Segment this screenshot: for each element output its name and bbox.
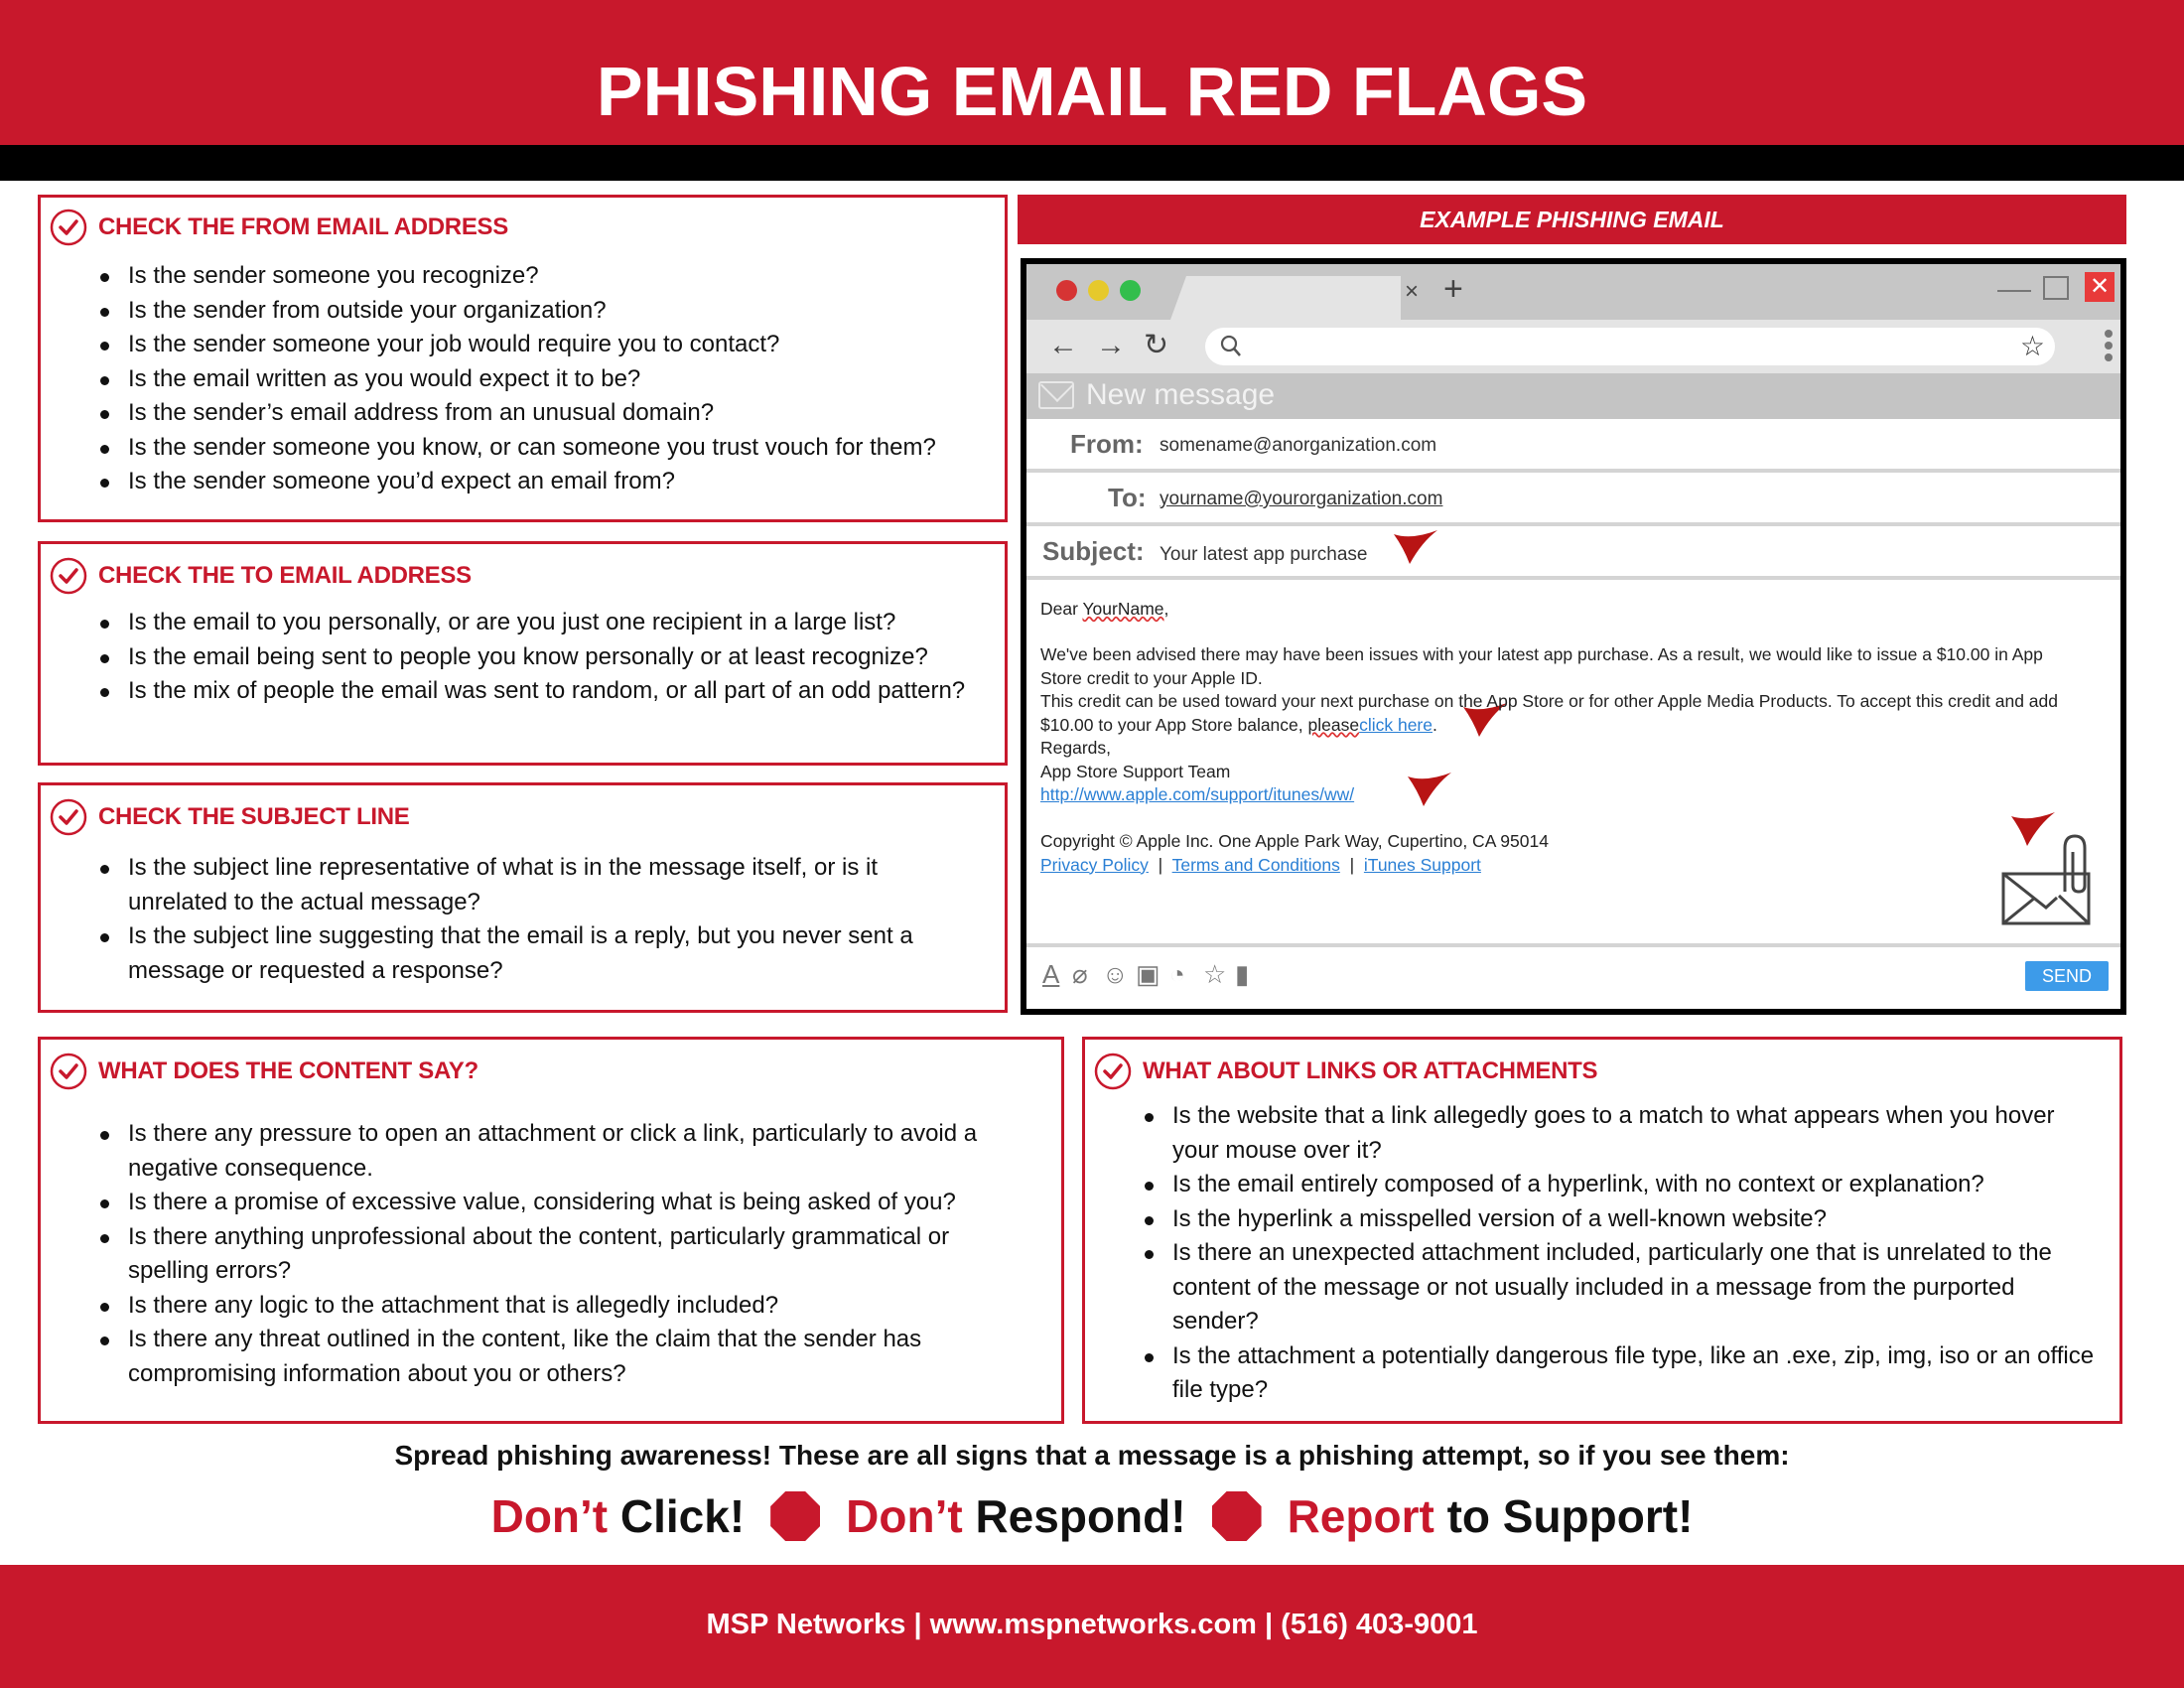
body-text: . [1433,714,1437,735]
list-item: Is there any threat outlined in the content, like the claim that the sender has compromising information about you or others? [128,1323,1022,1391]
section-title: WHAT ABOUT LINKS OR ATTACHMENTS [1143,1057,1598,1084]
browser-tab[interactable] [1170,276,1401,320]
page-header [0,0,2184,145]
list-item: Is the website that a link allegedly goes to a match to what appears when you hover your mouse over it? [1172,1099,2096,1168]
body-line: Regards, [1040,738,1112,758]
greeting-name: YourName, [1082,599,1169,619]
cta-text: to Support! [1446,1490,1694,1542]
compose-title: New message [1086,378,1276,411]
compose-header [1026,373,2120,419]
click-here-link[interactable]: click here [1359,714,1433,735]
stop-sign-icon [770,1491,820,1541]
browser-menu-icon[interactable] [2105,330,2113,365]
back-arrow-icon[interactable]: ← [1048,329,1078,361]
list-item: Is the sender’s email address from an unusual domain? [128,396,936,431]
list-item: Is the subject line representative of what is in the message itself, or is it unrelated to the actual message? [128,851,982,919]
list-item: Is the sender someone you know, or can someone you trust vouch for them? [128,431,936,466]
list-item: Is there a promise of excessive value, considering what is being asked of you? [128,1186,1022,1220]
section-heading [49,556,472,596]
awareness-tagline: Spread phishing awareness! These are all signs that a message is a phishing attempt, so if you see them: [394,1440,1790,1471]
cta-emphasis: Don’t [490,1490,609,1542]
red-flag-icon [1392,530,1439,566]
new-tab-icon[interactable]: + [1443,270,1463,308]
body-line: This credit can be used toward your next purchase on the App Store or for other Apple Media Products. To accept this credit and add [1040,691,2058,711]
question-list [128,1117,1022,1391]
window-zoom-dot-icon[interactable] [1120,280,1141,301]
cta-dont-click [491,1489,746,1543]
copyright-text: Copyright © Apple Inc. One Apple Park Way, Cupertino, CA 95014 [1040,831,1549,851]
check-circle-icon [49,208,88,247]
list-item: Is the subject line suggesting that the email is a reply, but you never sent a message or requested a response? [128,919,982,988]
list-item: Is the email written as you would expect it to be? [128,362,936,397]
browser-nav-bar [1026,320,2120,373]
page-footer [0,1565,2184,1688]
example-email-banner: EXAMPLE PHISHING EMAIL [1018,195,2126,244]
header-divider-bar [0,145,2184,181]
section-heading [49,797,409,837]
section-content [38,1037,1064,1424]
from-label: From: [1070,429,1144,459]
cta-report [1288,1489,1694,1543]
email-footer [1040,830,1549,877]
terms-link[interactable]: Terms and Conditions [1171,854,1340,875]
section-heading [49,1052,478,1091]
from-field-row [1026,419,2120,473]
address-bar[interactable] [1205,328,2055,365]
to-label: To: [1108,483,1147,512]
section-title: CHECK THE FROM EMAIL ADDRESS [98,213,508,240]
check-circle-icon [49,797,88,837]
section-from-address [38,195,1008,522]
list-item: Is the email to you personally, or are you just one recipient in a large list? [128,606,982,640]
trash-icon[interactable]: ▮ [1235,959,1250,989]
greeting-text: Dear [1040,599,1083,619]
question-list [128,851,982,988]
list-item: Is there any logic to the attachment that is allegedly included? [128,1289,1022,1324]
example-email-window [1021,258,2126,1015]
text-format-icon[interactable]: A [1042,959,1060,989]
send-button[interactable]: SEND [2025,961,2109,991]
image-icon[interactable]: ▣ [1136,959,1160,989]
list-item: Is there an unexpected attachment included, particularly one that is unrelated to the content of the message or not usually included in a message from the purported sender? [1172,1236,2096,1339]
toolbar-divider [1026,943,2120,947]
list-item: Is the hyperlink a misspelled version of a well-known website? [1172,1202,2096,1237]
check-circle-icon [1093,1052,1133,1091]
body-line: Store credit to your Apple ID. [1040,667,1263,688]
page-title: PHISHING EMAIL RED FLAGS [596,53,1588,130]
footer-contact: MSP Networks | www.mspnetworks.com | (516) 403-9001 [706,1609,1478,1640]
to-field-row [1026,473,2120,526]
cta-emphasis: Don’t [846,1490,963,1542]
body-line [1040,714,2122,738]
tab-close-icon[interactable]: × [1404,278,1419,305]
separator: | [1349,854,1355,875]
email-body [1040,643,2122,807]
subject-field[interactable]: Your latest app purchase [1160,544,1368,565]
section-title: WHAT DOES THE CONTENT SAY? [98,1057,478,1084]
search-icon [1219,332,1243,359]
body-text: $10.00 to your App Store balance, [1040,714,1308,735]
list-item: Is the sender someone your job would require you to contact? [128,328,936,362]
section-subject-line [38,782,1008,1013]
window-minimize-dot-icon[interactable] [1088,280,1109,301]
section-heading [49,208,508,247]
schedule-icon[interactable]: ◔ [1169,959,1185,989]
privacy-policy-link[interactable]: Privacy Policy [1040,854,1149,875]
body-line: App Store Support Team [1040,761,1231,781]
cta-text: Click! [619,1490,746,1542]
bookmark-star-icon[interactable]: ☆ [2019,331,2045,361]
forward-arrow-icon[interactable]: → [1096,329,1126,361]
question-list [1172,1099,2096,1408]
section-title: CHECK THE TO EMAIL ADDRESS [98,562,472,589]
check-circle-icon [49,556,88,596]
itunes-support-link[interactable]: iTunes Support [1363,854,1481,875]
question-list [128,259,936,499]
close-window-icon[interactable]: ✕ [2085,272,2115,302]
maximize-icon[interactable] [2043,276,2069,300]
window-close-dot-icon[interactable] [1056,280,1077,301]
list-item: Is the sender someone you’d expect an email from? [128,465,936,499]
body-line: We've been advised there may have been issues with your latest app purchase. As a result, we would like to issue a $10.00 in App [1040,644,2043,664]
support-url-link[interactable]: http://www.apple.com/support/itunes/ww/ [1040,784,1355,804]
list-item: Is the mix of people the email was sent to random, or all part of an odd pattern? [128,674,982,709]
check-circle-icon [49,1052,88,1091]
browser-tab-bar [1026,264,2120,320]
subject-label: Subject: [1042,536,1145,566]
minimize-icon[interactable] [1997,290,2031,292]
envelope-icon [1038,381,1074,409]
reload-icon[interactable]: ↻ [1144,329,1169,361]
list-item: Is the email being sent to people you know personally or at least recognize? [128,640,982,675]
misspelled-word: please [1307,714,1360,735]
footer-links [1040,854,1549,878]
section-title: CHECK THE SUBJECT LINE [98,803,410,830]
cta-text: Respond! [975,1490,1186,1542]
attach-paperclip-icon[interactable]: ⌀ [1072,959,1088,989]
to-field[interactable]: yourname@yourorganization.com [1160,489,1443,509]
emoji-icon[interactable]: ☺ [1102,959,1129,989]
subject-field-row [1026,526,2120,580]
email-greeting [1040,598,1168,622]
list-item: Is the email entirely composed of a hyperlink, with no context or explanation? [1172,1168,2096,1202]
email-attachment-icon[interactable] [1999,830,2095,929]
list-item: Is there any pressure to open an attachment or click a link, particularly to avoid a negative consequence. [128,1117,1022,1186]
list-item: Is the sender someone you recognize? [128,259,936,294]
cta-dont-respond [846,1489,1185,1543]
section-heading [1093,1052,1597,1091]
section-to-address [38,541,1008,766]
star-icon[interactable]: ☆ [1203,959,1227,989]
separator: | [1158,854,1163,875]
call-to-action [0,1489,2184,1543]
list-item: Is the attachment a potentially dangerous file type, like an .exe, zip, img, iso or an office file type? [1172,1339,2096,1408]
cta-emphasis: Report [1287,1490,1434,1542]
list-item: Is the sender from outside your organization? [128,294,936,329]
stop-sign-icon [1212,1491,1262,1541]
question-list [128,606,982,709]
section-links-attachments [1082,1037,2122,1424]
from-field[interactable]: somename@anorganization.com [1160,435,1437,456]
list-item: Is there anything unprofessional about the content, particularly grammatical or spelling errors? [128,1220,1022,1289]
